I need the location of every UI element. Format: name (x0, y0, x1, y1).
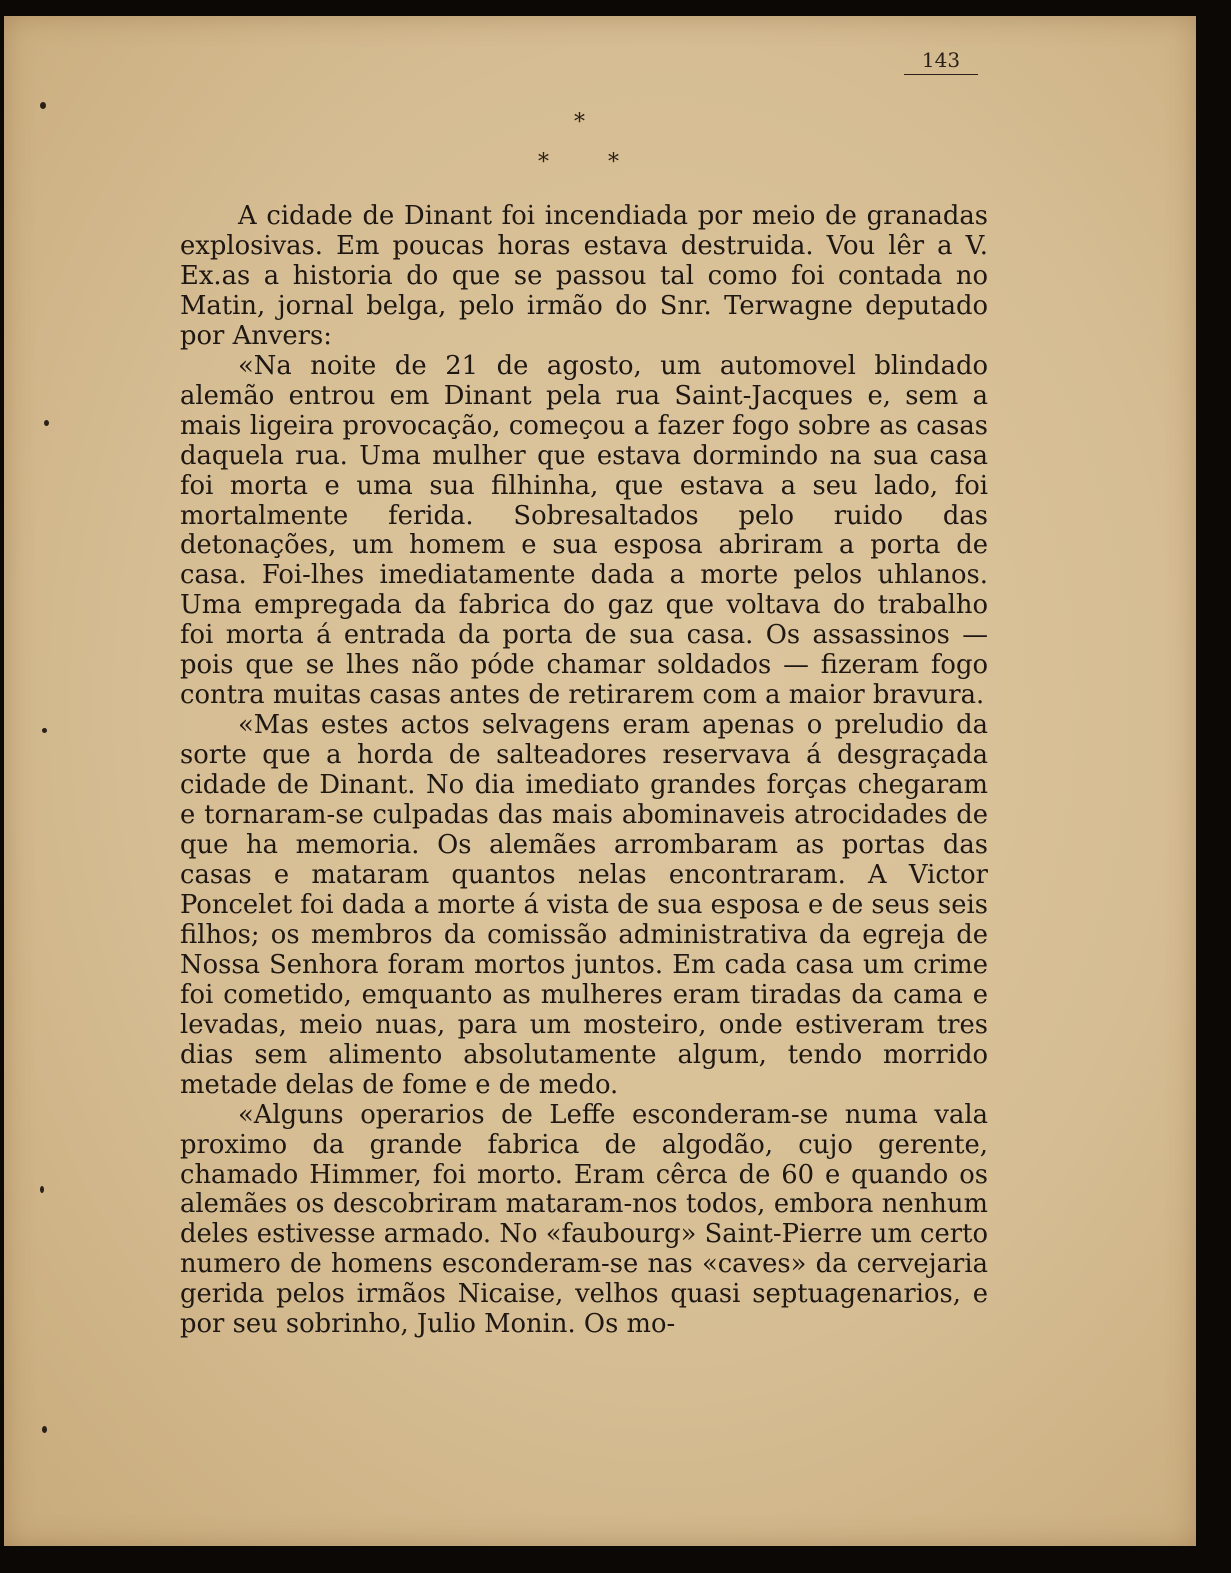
asterism-star: * (574, 110, 585, 135)
margin-speck (42, 1426, 47, 1433)
margin-speck (44, 420, 49, 426)
margin-speck (42, 728, 47, 733)
paragraph: A cidade de Dinant foi incendiada por meio de granadas explosivas. Em poucas horas estava destruida. Vou lêr a V. Ex.as a historia do que se passou tal como foi contada no Matin, jornal belga, pelo irmão do Snr. Terwagne deputado por Anvers: (180, 201, 988, 351)
paragraph: «Na noite de 21 de agosto, um automovel blindado alemão entrou em Dinant pela rua Saint-Jacques e, sem a mais ligeira provocação, começou a fazer fogo sobre as casas daquela rua. Uma mulher que estava dormindo na sua casa foi morta e uma sua filhinha, que estava a seu lado, foi mortalmente ferida. Sobresaltados pelo ruido das detonações, um homem e sua esposa abriram a porta de casa. Foi-lhes imediatamente dada a morte pelos uhlanos. Uma empregada da fabrica do gaz que voltava do trabalho foi morta á entrada da porta de sua casa. Os assassinos — pois que se lhes não póde chamar soldados — fizeram fogo contra muitas casas antes de retirarem com a maior bravura. (180, 350, 988, 711)
body-text (180, 202, 988, 1340)
paragraph: «Mas estes actos selvagens eram apenas o preludio da sorte que a horda de salteadores reservava á desgraçada cidade de Dinant. No dia imediato grandes forças chegaram e tornaram-se culpadas das mais abominaveis atrocidades de que ha memoria. Os alemães arrombaram as portas das casas e mataram quantos nelas encontraram. A Victor Poncelet foi dada a morte á vista de sua esposa e de seus seis filhos; os membros da comissão administrativa da egreja de Nossa Senhora foram mortos juntos. Em cada casa um crime foi cometido, emquanto as mulheres eram tiradas da cama e levadas, meio nuas, para um mosteiro, onde estiveram tres dias sem alimento absolutamente algum, tendo morrido metade delas de fome e de medo. (180, 710, 988, 1100)
asterism-star: * (608, 150, 619, 175)
page-number: 143 (904, 48, 978, 75)
book-page (4, 16, 1196, 1546)
asterism-divider (524, 110, 634, 190)
margin-speck (40, 1186, 44, 1193)
paragraph: «Alguns operarios de Leffe esconderam-se numa vala proximo da grande fabrica de algodão, cujo gerente, chamado Himmer, foi morto. Eram cêrca de 60 e quando os alemães os descobriram mataram-nos todos, embora nenhum deles estivesse armado. No «faubourg» Saint-Pierre um certo numero de homens esconderam-se nas «caves» da cervejaria gerida pelos irmãos Nicaise, velhos quasi septuagenarios, e por seu sobrinho, Julio Monin. Os mo- (180, 1099, 988, 1340)
asterism-star: * (538, 150, 549, 175)
margin-speck (40, 102, 46, 109)
